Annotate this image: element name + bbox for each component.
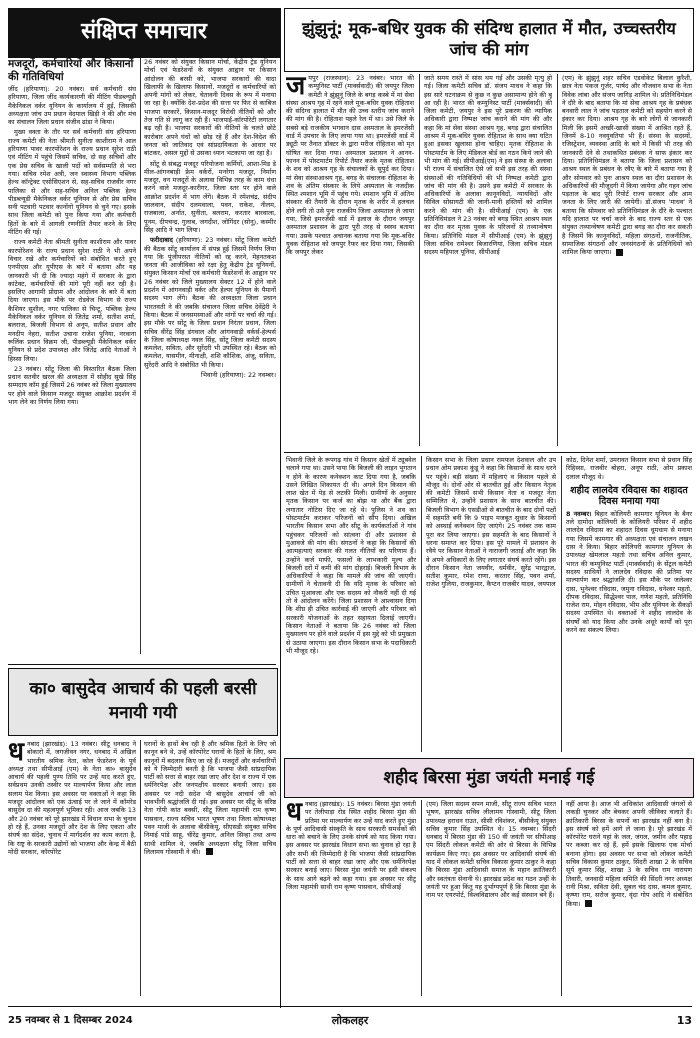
brief-signoff: भिवानी (हरियाणा): 22 नवम्बर। [200, 370, 276, 379]
brief-paragraph: राज्य कमेटी नेता श्रीमती सुनीता काशीराम और पावर कारपोरेशन के राज्य प्रधान सुरेश राठी ने भी अपने विचार रखे और कर्मचारियों को संबोधित करते हुए एनपीएस और यूपीएस के बारे में बताया और यह जानकारी भी दी कि ज्यादा महंगे में सरकार के द्वारा कांटेक्ट, कर्मचारियों की मांगे पूरी नहीं कर रही है। इसलिए आगामी प्रोग्राम और आंदोलन के बारे में बता दिया जाएगा। इस मौके पर रोडवेज विभाग से राज्य कैशियर सुशील, नगर पालिका से चिन्टू, पब्लिक हेल्थ मैकेनिकल वर्कर यूनियन से जितेंद्र शर्मा, सतीश शर्मा, बलराज, बिजली विभाग से अनूप, सतीश प्रधान और मनदीप नेहरा, सतीश उचाना राजेश पुनिया, नरवाना रूलिंक प्रधान विक्रम जी, पीडब्ल्यूडी मैकेनिकल वर्कर यूनियन से प्रदेश उपाध्यक्ष और जितेंद्र आदि नेताओं ने हिस्सा लिया। [8, 238, 136, 363]
end-mark [616, 249, 623, 256]
brief-paragraph: 23 नवंबर। सोंटू जिला की विस्तारित बैठक जिला प्रधान सतवीर खरल की अध्यक्षता में सोहीद सुखे सिंह सम्मदाय कॉम हुई जिसमें 26 नवंबर को जिला मुख्यालय पर होने वाले किसान मजदूर संयुक्त आक्रोश प्रदर्शन में भाग लेने का निर्णय लिया गया। [8, 364, 136, 406]
mid-news-column-1 [286, 456, 416, 756]
lead-story-column-3 [562, 74, 692, 450]
lead-dropcap: ज [286, 74, 306, 101]
lead-story-column-1 [286, 74, 414, 450]
lead-story-text: यपुर (राजस्थान): 23 नवंबर। भारत की कम्युनिस्ट पार्टी (मार्क्सवादी) की जयपुर जिला कमेटी ने झुंझुनूं जिले के बगड़ कस्बे में मां सेवा संस्था आश्रय गृह में रहने वाले मूक-बधिर युवक रोहिताश की संदिग्ध हालात में मौत की उच्च स्तरीय जांच कराने की मांग की है। रोहिताश पहले रेल में था। उसे जिले के सबसे बड़े राजकीय भगवान दास अस्पताल के इमरजेंसी वार्ड में उपचार के लिए लाया गया था। इमरजेंसी वार्ड में ड्यूटी पर तैनात डॉक्टर के द्वारा मरीज रोहिताश को मृत घोषित कर दिया गया। अस्पताल प्रशासन ने आनन-फानन में पोस्टमार्टम रिपोर्ट तैयार करके मृतक रोहिताश के शव को आश्रय गृह के संचालकों के सुपुर्द कर दिया। मां सेवा संस्थाआश्रय गृह, बगड़ के संचालक रोहिताश के शव के अंतिम संस्कार के लिये अस्पताल के नजदीक स्थित श्मशान भूमि में पहुंच गये। श्मशान भूमि में अंतिम संस्कार की तैयारी के दौरान मृतक के शरीर में हलचल होने लगी तो उसे पुनः राजकीय जिला अस्पताल ले जाया गया, जिसे इमरजेंसी वार्ड में इलाज के दौरान जयपुर अस्पताल प्रशासन के द्वारा पूरी तरह से स्वस्थ बताया गया। उसके पश्चात अचानक बताया गया कि मूक-बधिर युवक रोहिताश को जयपुर रैफर कर दिया गया, जिसकी कि जयपुर लेकर [286, 74, 414, 257]
column-rule [419, 74, 420, 446]
end-mark [206, 848, 213, 855]
brief-column-1 [8, 58, 136, 658]
birsa-headline: शहीद बिरसा मुंडा जयंती मनाई गई [383, 768, 595, 788]
birsa-headline-box [284, 758, 694, 798]
column-rule [421, 456, 422, 752]
column-rule [561, 456, 562, 752]
brief-column-2 [144, 58, 276, 658]
basudev-text: नबाद (झारखंड): 13 नवंबर। सीटू धनबाद ने बोकारो में, जगजीवन नगर, धनबाद में अखिल भारतीय श्रमिक नेता, कोल फेडरेशन के पूर्व अध्यक्ष तथा सीपीआई (एम) के नेता का० बासुदेव आचार्य की पहली पुण्य तिथि पर उन्हें याद करते हुए, सर्वप्रथम उनकी तस्वीर पर माल्यार्पण किया और लाल सलाम पेश किया। इस अवसर पर वक्ताओं ने कहा कि मजदूर आंदोलन को एक ऊंचाई पर ले जाने में कॉमरेड बासुदेव दा की महत्वपूर्ण भूमिका रही। आज जबकि 13 और 20 नवंबर को पूरे झारखंड में विधान सभा के चुनाव हो रहे हैं, उनका मजदूरों और देश के लिए एकता और संघर्ष का संदेश, चुनाव में मार्गदर्शन का काम करता है, कि राष्ट्र के सरकारी उद्योगों को भाजपा और केन्द्र में बैठी मोदी सरकार, कॉरपोरेट [8, 740, 136, 856]
mid-news-column-3 [566, 456, 692, 756]
column-rule [421, 800, 422, 996]
brief-paragraph [144, 236, 276, 369]
birsa-text: (एम) जिला सदस्य सपन माजी, सीटू राज्य सचिव भारत भूषण, झारखंड सचिव लीलामय गोस्वामी, सीटू जिला उपाध्यक्ष हराधन राउत, सीसी रविशंकर, बीसीकेयू संयुक्त सचिव कुमार सिंह उपस्थित थे। 15 नवम्बर। सिंदरी धनबाद में बिरसा मुंडा की 150 वीं जयंती पर सीपीआइ एम सिंदरी लोकल कमेटी की ओर से बिरसा के विभिन्न कार्यक्रम किए गए। इस अवसर पर आदिवासी संघर्ष की याद में लोकल कमेटी सचिव विकास कुमार ठाकुर ने कहा कि बिरसा मुंडा आदिवासी समाज के महान क्रांतिकारी और स्वतंत्रता सेनानी थे। झारखंड प्रदेश का गठन उन्हीं के जयंती पर हुआ किंतु यह दुर्भाग्यपूर्ण है कि बिरसा मुंडा के नाम पर एयरपोर्ट, विश्वविद्यालय और कई संस्थान बने हैं। [426, 800, 556, 900]
brief-paragraph: सोंटू से संबद्ध मजदूर परियोजना कर्मियों, आशा-मिड डे मील-आंगनबाड़ी फ्रेम वर्करों, मनरेगा मजदूर, निर्माण मजदूर, वन मजदूरों के अलावा विभिन्न तरह के काम धंधा करने वाले मजदूर-कारीगर, जिला स्तर पर होने वाले आक्रोश प्रदर्शन में भाग लेंगे। बैठक में रमेशचंद्र, संदीप जालवान, संदीप दलमवाला, पवन, राकेश, नीलम, राजबाला, अर्नात, सुनीता, बलराम, करतार बारवाला, पूनम, दीपचन्द्र, गुलाब, जगदीश, जोगिंदर (सोनू), कस्मीर सिंह आदि ने भाग लिया। [144, 159, 276, 234]
birsa-column-2 [426, 800, 556, 998]
briefs-title: संक्षिप्त समाचार [81, 19, 207, 44]
footer-rule [8, 1006, 692, 1007]
lead-story-text: (एम) के झुंझुनूं शहर सचिव एडवोकेट बिलाल कुरैशी, छात्र नेता पंकज गुर्जर, पार्षद और नौजवान सभा के नेता विवेक लांबा और संजय जागिड़ शामिल थे। प्रतिनिधिमंडल ने दौरे के बाद बताया कि मां सेवा आश्रय गृह के प्रबंधक बनवारी लाल ने जांच पड़ताल कमेटी को सहयोग करने से इंकार कर दिया। आश्रय गृह के बारे लोगों से जानकारी मिली कि इसमें अच्छी-खासी संख्या में आश्रित रहते हैं, जिनमें 8-10 नवयुवतियां भी हैं। संस्था के सदस्यों, रजिस्ट्रेशन, व्यवस्था आदि के बारे में किसी भी तरह की जानकारी देने से तथाकथित प्रबंधक ने साफ इंकार कर दिया। प्रतिनिधिमंडल ने बताया कि जिला प्रशासन को आश्रय स्थल के प्रबंधन के रवैए के बारे में बताया गया है और सोमवार को पुनः आश्रय स्थल का दौरा प्रशासन के अधिकारियों की मौजूदगी में किया जायेगा और गहन जांच पड़ताल के बाद पूरी रिपोर्ट राज्य सरकार और आम जनता के लिए जारी की जायेगी। डॉ.संजय 'माधव' ने बताया कि सोमवार को प्रतिनिधिमंडल के दौरे के पश्चात यदि हालात पर चर्चा करने के बाद राज्य स्तर से एक संयुक्त तथ्यान्वेषण कमेटी द्वारा बगड़ का दौरा कर सकती है जिसमें कि कानूनविदों, महिला संगठनों, राजनीतिक, सामाजिक संगठनों और जनसंगठनों के प्रतिनिधियों को शामिल किया जाएगा। [562, 74, 692, 257]
basudev-headline-box [8, 668, 278, 736]
column-rule [140, 58, 141, 654]
mid-news-text: कोठ, दिनेश शर्मा, उमरावत किसान सभा से प्रधान सिंह रिहिस्सा, राजवीर बोहरा, अनूप राठी, ओम प्रकाश दलाल मौजूद थे। [566, 456, 692, 481]
sub-headline: शहीद लालदेव रविदास का शहादत दिवस मनाया गया [570, 484, 688, 507]
brief-dateline: फरीदाबाद [150, 236, 173, 245]
brief-paragraph: जींद (हरियाणा): 20 नवंबर। सर्व कर्मचारी संघ हरियाणा, जिला जींद कार्यकारणी की मीटिंग पीडब्ल्यूडी मैकेनिकल वर्कर यूनियन के कार्यालय में हुई, जिसकी अध्यक्षता जांच उप प्रधान वेदपाल खिड़ी ने की और मंच का संचालन जिला प्रधान संजीव ढांडा ने किया। [8, 85, 136, 127]
section-rule [280, 8, 281, 1008]
brief-headline: मजदूरों, कर्मचारियों और किसानों की गतिविधियां [8, 58, 134, 83]
section-rule [284, 452, 692, 453]
lead-story-column-2 [424, 74, 552, 450]
basudev-column-2 [144, 740, 276, 998]
birsa-text: नबाद (झारखंड): 15 नवंबर। बिरसा मुंडा जयंती पर तेलीपाड़ा रोड स्थित शहीद बिरसा मुंडा की प्रतिमा पर माल्यार्पण कर उन्हें याद करते हुए मुंडा के पूर्ण आदिवासी संस्कृति के साथ सरकारी समर्थकों की धारा को बचाने के लिए उनके संघर्ष को याद किया गया। इस अवसर पर झारखंड विधान सभा का चुनाव हो रहा है और सभी की जिम्मेदारी है कि भाजपा जैसी सांप्रदायिक पार्टी को सत्ता से बाहर रखा जाए और एक धर्मनिरपेक्ष सरकार बनाई जाए। बिरसा मुंडा जयंती पर इसी संकल्प के साथ आगे बढ़ने को कहा गया। इस अवसर पर सीटू जिला महामंत्री साथी राम कृष्ण पासवान, सीपीआई [286, 800, 416, 891]
brief-paragraph: 26 नवंबर को संयुक्त किसान मोर्चा, केंद्रीय ट्रेड यूनियन मोर्चा एवं फेडरेशनों के संयुक्त आह्वान पर किसान आंदोलन की बरसी को, भाजपा सरकारों की वादा खिलाफी के खिलाफ किसानों, मजदूरों व कर्मचारियों को अपनी मांगों को लेकर, चेतावनी दिवस के रूप में मनाया जा रहा है। क्योंकि देश-प्रदेश की सत्ता पर फिर से काबिज भाजपा सरकारें, किसान-मजदूर विरोधी नीतियों को और तेज गति से लागू कर रही हैं। भाजपाई-कॉरपोरेटी लगातार बढ़ रही है। भाजपा सरकारों की नीतियों के चलते छोटे कारोबार अपने घंधों को छोड़ रहे हैं और देश-विदेश की जनता को जातिवाद एवं सांप्रदायिकता के आधार पर बांटकर, असल मुद्दों से उसका ध्यान भटकाया जा रहा है। [144, 58, 276, 158]
basudev-headline: का० बासुदेव आचार्य की पहली बरसी मनायी गयी [29, 679, 257, 723]
column-rule [561, 800, 562, 996]
mid-news-column-2 [426, 456, 556, 756]
lead-story-text: जाते समय रास्ते में सांस थम गई और उसकी मृत्यु हो गई। जिला कमेटी सचिव डॉ. संजय माधव ने कहा कि इस सारे घटनाक्रम से कुछ न कुछ असामान्य होने की बू आ रही है। भारत की कम्युनिस्ट पार्टी (मार्क्सवादी) की जिला कमेटी, जयपुर ने इस पूरे प्रकरण की न्यायिक अधिकारी द्वारा निष्पक्ष जांच कराने की मांग की और कहा कि मां सेवा संस्था आश्रय गृह, बगड़ द्वारा संचालित आश्रम में मूक-बधिर युवक रोहिताश के साथ क्या घटित हुआ इसका खुलासा होना चाहिए। मृतक रोहिताश के पोस्टमार्टम के लिए मेडिकल बोर्ड का गठन किये जाने की भी मांग की गई। सीपीआई(एम) ने इस संस्था के अलावा भी राज्य में संचालित ऐसे जो सभी इस तरह की संस्था संस्थाओं की गतिविधियों की भी निष्पक्ष कमेटी द्वारा जांच की मांग की है। उसने इस कमेटी में सरकार के अधिकारियों के अलावा कानूनविदों, न्यायविदों और सिविल सोसायटी की जानी-मानी हस्तियों को शामिल करने की मांग की है। सीपीआई (एम) के एक प्रतिनिधिमंडल ने 23 नवंबर को बगड़ स्थित आश्रय स्थल का दौरा कर मृतक युवक के परिजनों से तथ्यान्वेषण किया। प्रतिनिधि मंडल में सीपीआई (एम) के झुंझुनूं जिला सचिव रामेश्वर बिजारणियां, जिला सचिव मंडल सदस्य महिपाल पूनिया, सीपीआई [424, 74, 552, 257]
basudev-column-1 [8, 740, 136, 998]
mid-news-text: बिहार कोलियरी कामगार यूनियन के बैनर तले दामोदा कोलियरी के कोलियरी परिसर में शहीद लालदेव रविदास का शहादत दिवस धूमधाम से मनाया गया जिसमें कामगार की अध्यक्षता एवं संचालन लखन दास ने किया। बिहार कोलियरी कामगार यूनियन के उपाध्यक्ष खेमलाल महतो तथा सचिव अनिल कुमार, भारत की कम्युनिस्ट पार्टी (मार्क्सवादी) के सेंट्रल कमेटी सदस्य साथियों ने लालदेव रविदास की प्रतिमा पर माल्यार्पण कर श्रद्धांजलि दी। इस मौके पर जलेश्वर दास, भुनेश्वर रविदास, जमुना रविदास, धनेश्वर महतो, दीपक रविदास, सिद्धेश्वर पाल, गणेश महतो, प्रतिनिधि राजेश राम, मोहन रविदास, भीम और यूनियन के सैकड़ों सदस्य उपस्थित थे। वक्ताओं ने शहीद लालदेव के संघर्षों को याद किया और उनके अधूरे कार्यों को पूरा करने का संकल्प लिया। [566, 509, 692, 635]
briefs-header [8, 8, 280, 58]
birsa-dropcap: ध [286, 800, 302, 827]
mid-news-text: किसान सभा के जिला प्रधान रामफल देशवाल और उप प्रधान ओम प्रकाश कुंडू ने कहा कि किसानों के साथ धरने पर पहुंचे। बड़ी संख्या में महिलाएं व किसान पहले से मौजूद थे। दोनों ओर से बातचीत हुई और किसान नेतृत्व की कमेटी जिसमें सभी किसान नेता व मजदूर नेता सम्मिलित थे, उन्होंने प्रशासन के साथ बातचीत की। बिजली विभाग के एसडीओ से बातचीत के बाद दोनों पक्षों में सहमति बनी कि 9 पाइप मजबूत सुधार के किसानों को अस्थाई कनेक्शन दिए जाएंगे। 25 नवंबर तक काम पूरा कर लिया जाएगा। इस सहमति के बाद किसानों ने धरना समाप्त कर दिया। इस पूरे मामले में प्रशासन के रवैये पर किसान नेताओं ने नाराजगी जताई और कहा कि वे अपने अधिकारों के लिए लगातार संघर्ष करते रहेंगे। इस दौरान किसान नेता जयवीर, धर्मवीर, सुरेंद्र भारद्वाज, सतीश कुमार, रमेश राणा, करतार सिंह, पवन शर्मा, राजेश गुलिया, राजकुमार, कैप्टन राजबीर यादव, जयपाल [426, 456, 556, 589]
mid-news-text: भिवानी जिले के रूपगढ़ गांव में किसान खेतों में ट्यूबवेल चलाने गया था। उसने पाया कि बिजली की लाइन भुगतान न होने के कारण कनेक्शन काट दिया गया है, जबकि उसने लिखित शिकायत दी थी। अगले दिन किसान की लाश खेत में पेड़ से लटकी मिली। ग्रामीणों के अनुसार मृतक किसान पर कर्ज का बोझ था और बैंक द्वारा लगातार नोटिस दिए जा रहे थे। पुलिस ने शव का पोस्टमार्टम कराकर परिजनों को सौंप दिया। अखिल भारतीय किसान सभा और सीटू के कार्यकर्ताओं ने गांव पहुंचकर परिजनों को सांत्वना दी और प्रशासन से मुआवजे की मांग की। संगठनों ने कहा कि किसानों की आत्महत्याएं सरकार की गलत नीतियों का परिणाम हैं। उन्होंने कर्ज माफी, फसलों के लाभकारी मूल्य और बिजली दरों में कमी की मांग दोहराई। बिजली विभाग के अधिकारियों ने कहा कि मामले की जांच की जाएगी। ग्रामीणों ने चेतावनी दी कि यदि मृतक के परिवार को उचित मुआवजा और एक सदस्य को नौकरी नहीं दी गई तो वे आंदोलन करेंगे। जिला प्रशासन ने आश्वासन दिया कि शीघ्र ही उचित कार्रवाई की जाएगी और परिवार को सरकारी योजनाओं के तहत सहायता दिलाई जाएगी। किसान नेताओं ने बताया कि 26 नवंबर को जिला मुख्यालय पर होने वाले प्रदर्शन में इस मुद्दे को भी प्रमुखता से उठाया जाएगा। इस दौरान किसान सभा के पदाधिकारी भी मौजूद रहे। [286, 456, 416, 655]
column-rule [140, 740, 141, 996]
end-mark [585, 900, 592, 907]
birsa-text: नहीं आया है। आज भी अधिकांश आदिवासी जंगलों से लकड़ी चुनकर और बेचकर अपनी जीविका चलाते हैं। क्रांतिकारी बिरसा के सपनों का झारखंड नहीं बना है। इस संघर्ष को हमें आगे ले जाना है। पूरे झारखंड में कॉरपोरेट घराने यहां के जल, जंगल, जमीन और पहाड़ पर कब्जा कर रहे हैं, हमें इसके खिलाफ एक मोर्चा बनाना होगा। इस अवसर पर सभा को लोकल कमेटी सचिव विकास कुमार ठाकुर, सिंदरी शाखा 2 के सचिव सूर्य कुमार सिंह, शाखा 3 के सचिव राम नारायण तिवारी, जनवादी महिला समिति की सिंदरी नगर अध्यक्ष रानी मिश्रा, सविता देवी, सुबल चंद दास, कमल कुमार, कृष्णा राम, सरोज कुमार, वृंदा गोप आदि ने संबोधित किया। [566, 800, 692, 908]
column-rule [557, 74, 558, 446]
brief-text: (हरियाणा): 23 नवंबर। सोंटू जिला कमेटी की बैठक सोंटू कार्यालय में संपन्न हुई जिसमें निर्णय लिया गया कि पूंजीपरस्त नीतियों को रद्द करने, मेहनतकश जनता की आजीविका को रक्षा हेतु केंद्रीय ट्रेड यूनियनों, संयुक्त किसान मोर्चा एवं कर्मचारी फेडरेशनों के आह्वान पर 26 नवंबर को जिले मुख्यालय सेक्टर 12 में होने वाले प्रदर्शन में आंगनवाड़ी वर्कर और हेल्पर यूनियन के पैमानों सदस्य भाग लेंगे। बैठक की अध्यक्षता जिला प्रधान भारतवती ने की जबकि संचालन जिला सचिव देवेंद्रेरी ने किया। बैठक में जनसमस्याओं और मांगों पर चर्चा की गई। इस मौके पर सोंटू के जिला प्रधान निरंतर प्रधान, जिला सचिव वीरेंद्र सिंह डंगवाल और आंगनवाड़ी वर्कर्स-हेल्पर्स के जिला कोषाध्यक्ष नवल सिंह, सोंटू जिला कमेटी सदस्य कमलेश, सविता, और सुरेंदरी भी उपस्थित रहे। बैठक को कमलेश, यासमीन, मीनाक्षी, शशि कौशिक, अंजू, सविता, सुरेंदरी आदि ने संबोधित भी किया। [144, 236, 276, 369]
lead-story-headline-box [284, 8, 694, 72]
lead-story-headline: झुंझुनूं: मूक-बधिर युवक की संदिग्ध हालात में मौत, उच्चस्तरीय जांच की मांग [302, 19, 676, 59]
footer-date: 25 नवम्बर से 1 दिसम्बर 2024 [8, 1015, 133, 1026]
section-rule [8, 664, 276, 665]
birsa-column-3 [566, 800, 692, 998]
brief-paragraph: मुख्य वक्ता के तौर पर सर्व कर्मचारी संघ हरियाणा राज्य कमेटी की नेता श्रीमती सुनीता काशीराम ने आल हरियाणा पावर कारपोरेशन के राज्य प्रधान सुरेश राठी एवं मीटिंग में पहुंचे जिसमें सचिव, दो सह सचिवों और एक प्रेस सचिव के खाली पदों को सर्वसम्मति से भरा गया। सचिव रमेश अत्री, जन स्वास्थ्य विभाग पब्लिक हेल्थ कॉन्ट्रेक्ट एसोसिएशन से, सह-सचिव राजवीर नगर पालिका से और सह-सचिव अनिल पब्लिक हेल्थ पीडब्ल्यूडी मैकेनिकल वर्कर यूनियन से और प्रेस सचिव सनी पटवारी पटवार कानोंगो यूनियन से चुने गए। इसके साथ जिला कमेटी को पुनः किया गया और कर्मचारी हितों के बारे में आगली रणनीति तैयार करने के लिए मीटिंग की गई। [8, 128, 136, 237]
basudev-text: घरानों के हाथों बेच रही है और श्रमिक हितों के लिए जो कानून बने थे, उन्हें कॉरपोरेट घरानों के हितों के लिए, श्रम कानूनों में बदलाव किए जा रहे हैं। मजदूरों और कर्मचारियों को ये जिम्मेदारी बनती है कि भाजपा जैसी सांप्रदायिक पार्टी को सत्ता से बाहर रखा जाए और देश व राज्य में एक धर्मनिरपेक्ष और जनपक्षीय सरकार बनायी जाए। इस अवसर पर नदी सदेश भी बासुदेव आचार्य जी को भावभीनी श्रद्धांजलि दी गई। इस अवसर पर सीटू के वरिष्ठ नेता गोपी कांत बक्सी, सीटू जिला महामंत्री राम कृष्ण पासवान, राज्य सचिव भारत भूषण तथा जिला कोषाध्यक्ष पवन माजी के अलावा बीसीकेयू, सीएसडी संयुक्त सचिव निमाई पांडे साहू, चीरेंद्र कुमार, अनिल सिन्हा तथा अन्य साथी शामिल थे, जबकि अध्यक्षता सीटू जिला सचिव लिलामय गोस्वामी ने की। [144, 740, 276, 856]
footer-page-number: 13 [676, 1014, 692, 1027]
footer-paper-name: लोकलहर [331, 1014, 369, 1027]
sub-dateline: 8 नवम्बर। [566, 509, 592, 518]
basudev-dropcap: ध [8, 740, 24, 767]
birsa-column-1 [286, 800, 416, 998]
